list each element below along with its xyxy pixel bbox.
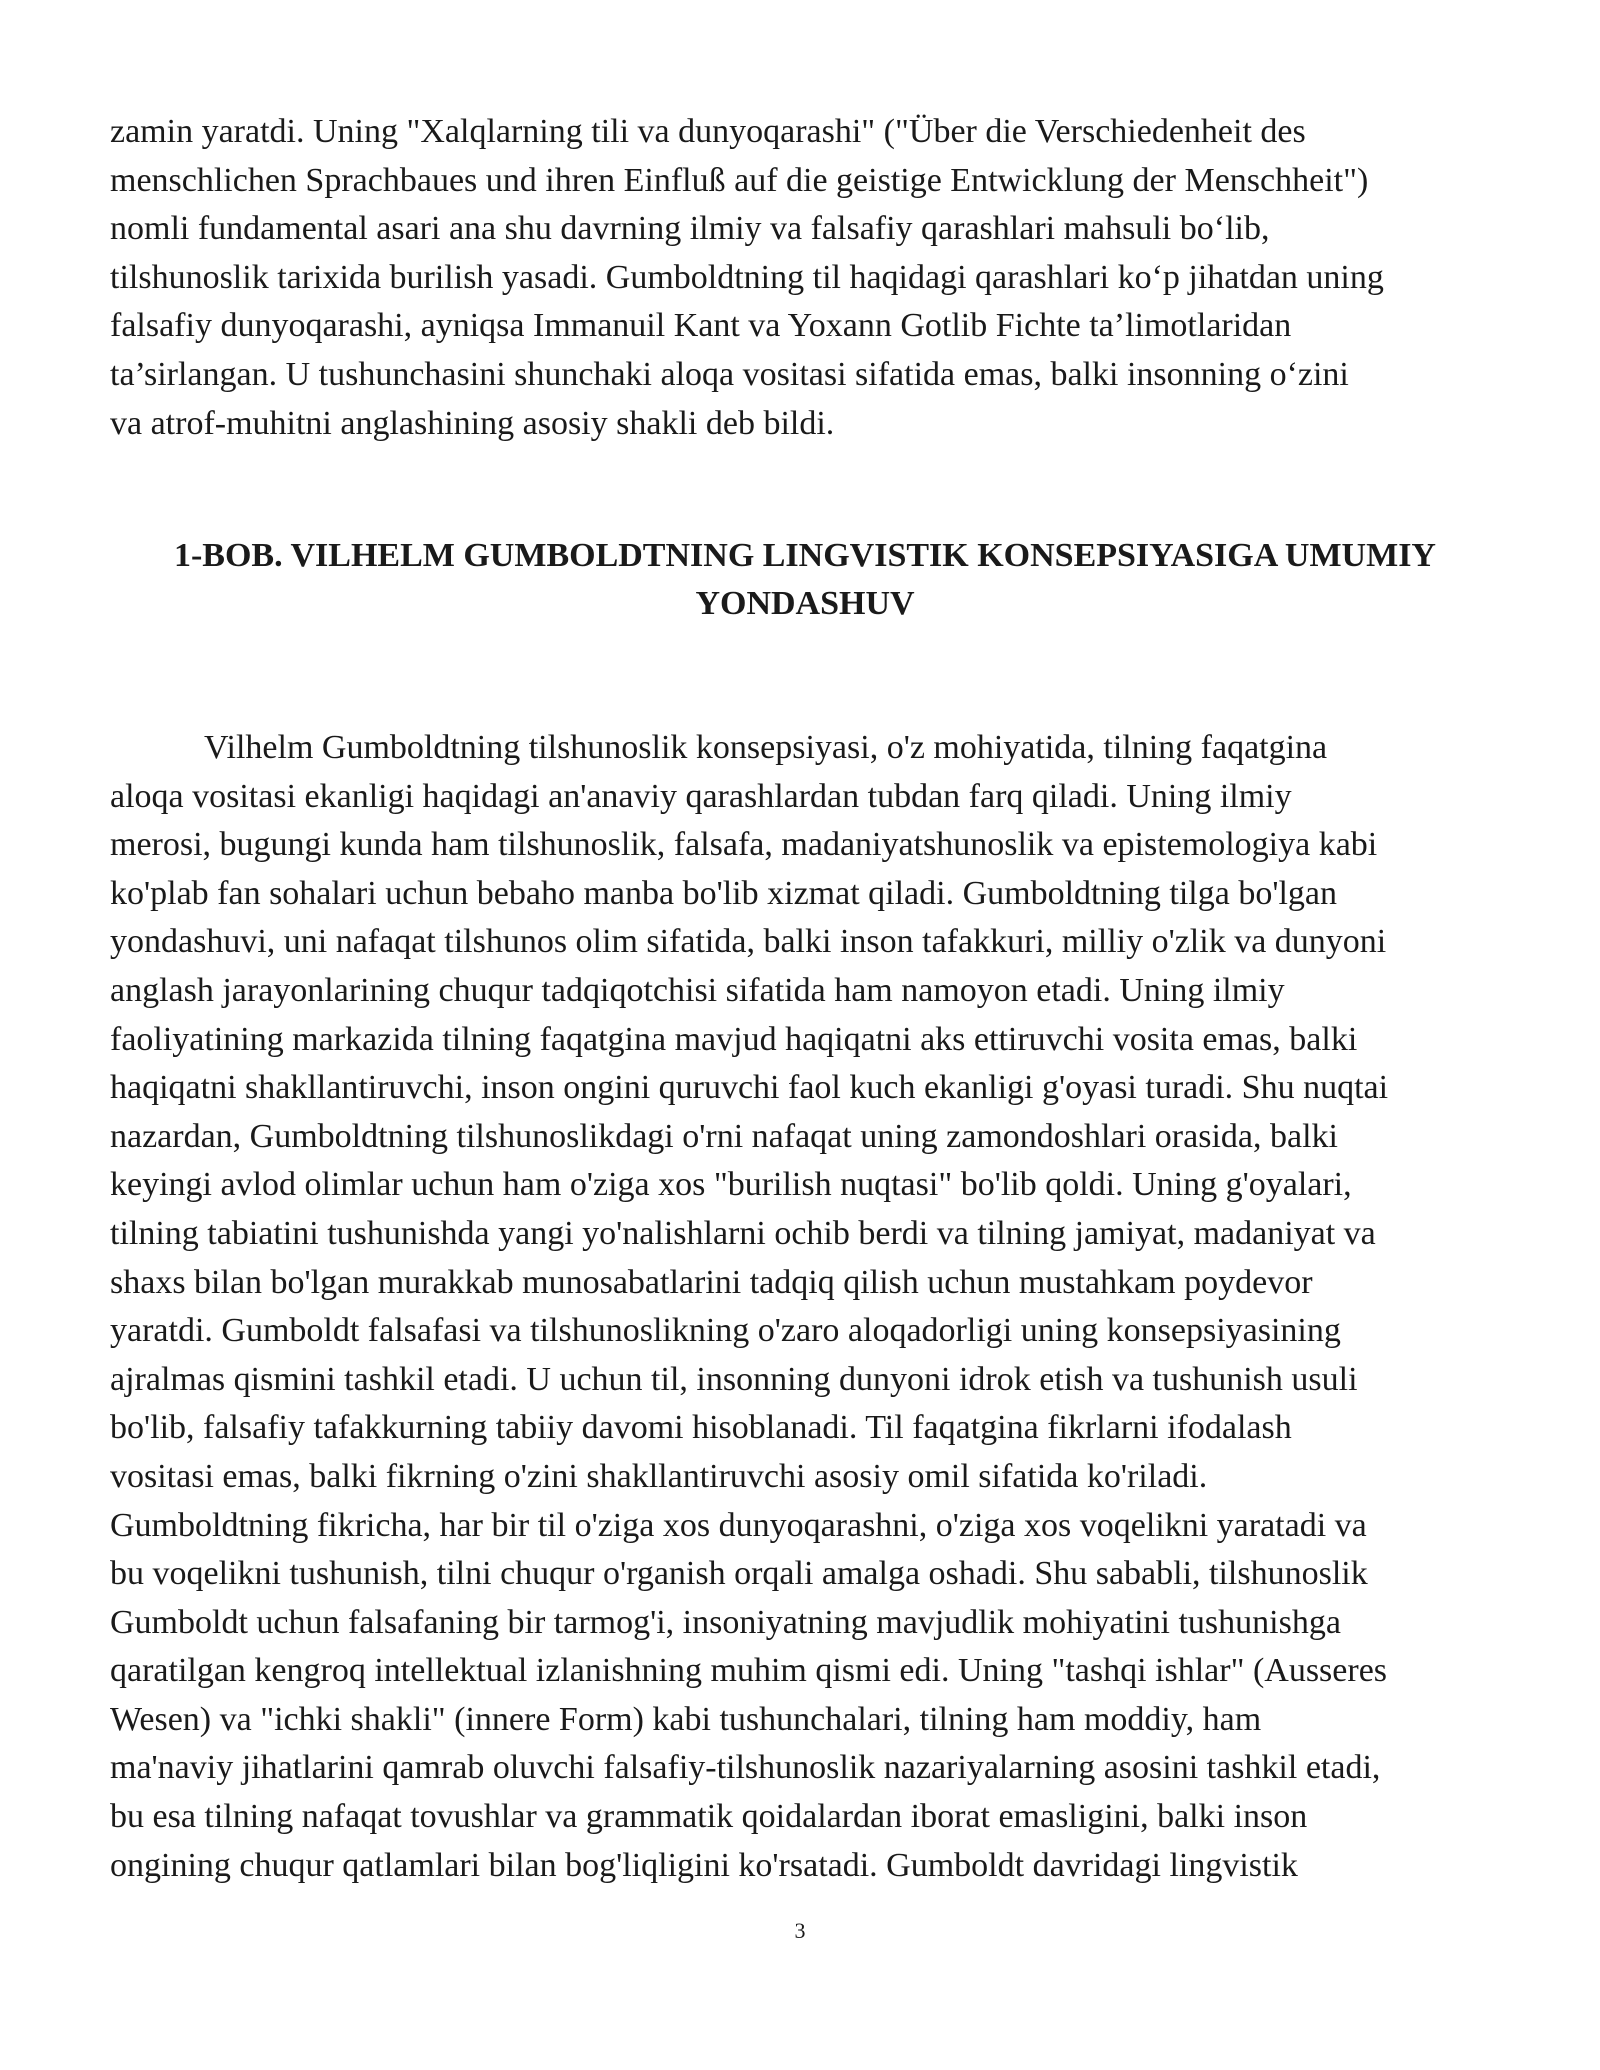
text-line: Gumboldt uchun falsafaning bir tarmog'i, insoniyatning mavjudlik mohiyatini tushunishga [110, 1603, 1341, 1641]
heading-line: 1-BOB. VILHELM GUMBOLDTNING LINGVISTIK KONSEPSIYASIGA UMUMIY [173, 537, 1436, 574]
intro-paragraph [110, 108, 1500, 448]
text-line: vositasi emas, balki fikrning o'zini shakllantiruvchi asosiy omil sifatida ko'riladi. [110, 1457, 1208, 1495]
text-line: Wesen) va "ichki shakli" (innere Form) kabi tushunchalari, tilning ham moddiy, ham [110, 1700, 1262, 1738]
text-line: Vilhelm Gumboldtning tilshunoslik konsepsiyasi, o'z mohiyatida, tilning faqatgina [204, 729, 1328, 766]
text-line: falsafiy dunyoqarashi, ayniqsa Immanuil Kant va Yoxann Gotlib Fichte ta’limotlaridan [110, 307, 1292, 345]
text-line: menschlichen Sprachbaues und ihren Einfluß auf die geistige Entwicklung der Menschheit") [110, 161, 1369, 199]
text-line: bu voqelikni tushunish, tilni chuqur o'rganish orqali amalga oshadi. Shu sababli, tilshunoslik [110, 1555, 1368, 1593]
text-line: ko'plab fan sohalari uchun bebaho manba bo'lib xizmat qiladi. Gumboldtning tilga bo'lgan [110, 874, 1338, 912]
text-line: shaxs bilan bo'lgan murakkab munosabatlarini tadqiq qilish uchun mustahkam poydevor [110, 1263, 1313, 1301]
text-line: zamin yaratdi. Uning "Xalqlarning tili va dunyoqarashi" ("Über die Verschiedenheit des [110, 113, 1306, 150]
text-line: ta’sirlangan. U tushunchasini shunchaki aloqa vositasi sifatida emas, balki insonning o‘zini [110, 355, 1349, 393]
text-line: Gumboldtning fikricha, har bir til o'ziga xos dunyoqarashni, o'ziga xos voqelikni yaratadi va [110, 1506, 1367, 1544]
text-line: haqiqatni shakllantiruvchi, inson ongini quruvchi faol kuch ekanligi g'oyasi turadi. Shu nuqtai [110, 1069, 1389, 1107]
main-paragraph [110, 724, 1500, 1890]
text-line: yaratdi. Gumboldt falsafasi va tilshunoslikning o'zaro aloqadorligi uning konsepsiyasining [110, 1312, 1341, 1350]
chapter-heading [110, 532, 1500, 628]
text-line: tilning tabiatini tushunishda yangi yo'nalishlarni ochib berdi va tilning jamiyat, madaniyat va [110, 1214, 1376, 1252]
text-line: nomli fundamental asari ana shu davrning ilmiy va falsafiy qarashlari mahsuli bo‘lib, [110, 210, 1270, 248]
text-line: anglash jarayonlarining chuqur tadqiqotchisi sifatida ham namoyon etadi. Uning ilmiy [110, 971, 1285, 1009]
text-line: ongining chuqur qatlamlari bilan bog'liqligini ko'rsatadi. Gumboldt davridagi lingvistik [110, 1846, 1298, 1884]
text-line: ma'naviy jihatlarini qamrab oluvchi falsafiy-tilshunoslik nazariyalarning asosini tashkil etadi, [110, 1749, 1381, 1787]
text-line: faoliyatining markazida tilning faqatgina mavjud haqiqatni aks ettiruvchi vosita emas, balki [110, 1020, 1358, 1058]
text-line: tilshunoslik tarixida burilish yasadi. Gumboldtning til haqidagi qarashlari ko‘p jihatdan uning [110, 258, 1384, 296]
text-line: nazardan, Gumboldtning tilshunoslikdagi o'rni nafaqat uning zamondoshlari orasida, balki [110, 1117, 1338, 1155]
text-line: yondashuvi, uni nafaqat tilshunos olim sifatida, balki inson tafakkuri, milliy o'zlik va dunyoni [110, 923, 1387, 961]
text-line: aloqa vositasi ekanligi haqidagi an'anaviy qarashlardan tubdan farq qiladi. Uning ilmiy [110, 777, 1292, 815]
heading-line: YONDASHUV [695, 585, 915, 622]
text-line: merosi, bugungi kunda ham tilshunoslik, falsafa, madaniyatshunoslik va epistemologiya kabi [110, 826, 1378, 864]
text-line: bu esa tilning nafaqat tovushlar va grammatik qoidalardan iborat emasligini, balki inson [110, 1798, 1308, 1836]
text-line: qaratilgan kengroq intellektual izlanishning muhim qismi edi. Uning "tashqi ishlar" (Ausseres [110, 1652, 1388, 1690]
text-line: bo'lib, falsafiy tafakkurning tabiiy davomi hisoblanadi. Til faqatgina fikrlarni ifodalash [110, 1409, 1292, 1447]
text-line: keyingi avlod olimlar uchun ham o'ziga xos "burilish nuqtasi" bo'lib qoldi. Uning g'oyalari, [110, 1166, 1352, 1204]
text-line: ajralmas qismini tashkil etadi. U uchun til, insonning dunyoni idrok etish va tushunish usuli [110, 1360, 1358, 1398]
text-line: va atrof-muhitni anglashining asosiy shakli deb bildi. [110, 404, 835, 442]
page-number: 3 [794, 1918, 806, 1943]
